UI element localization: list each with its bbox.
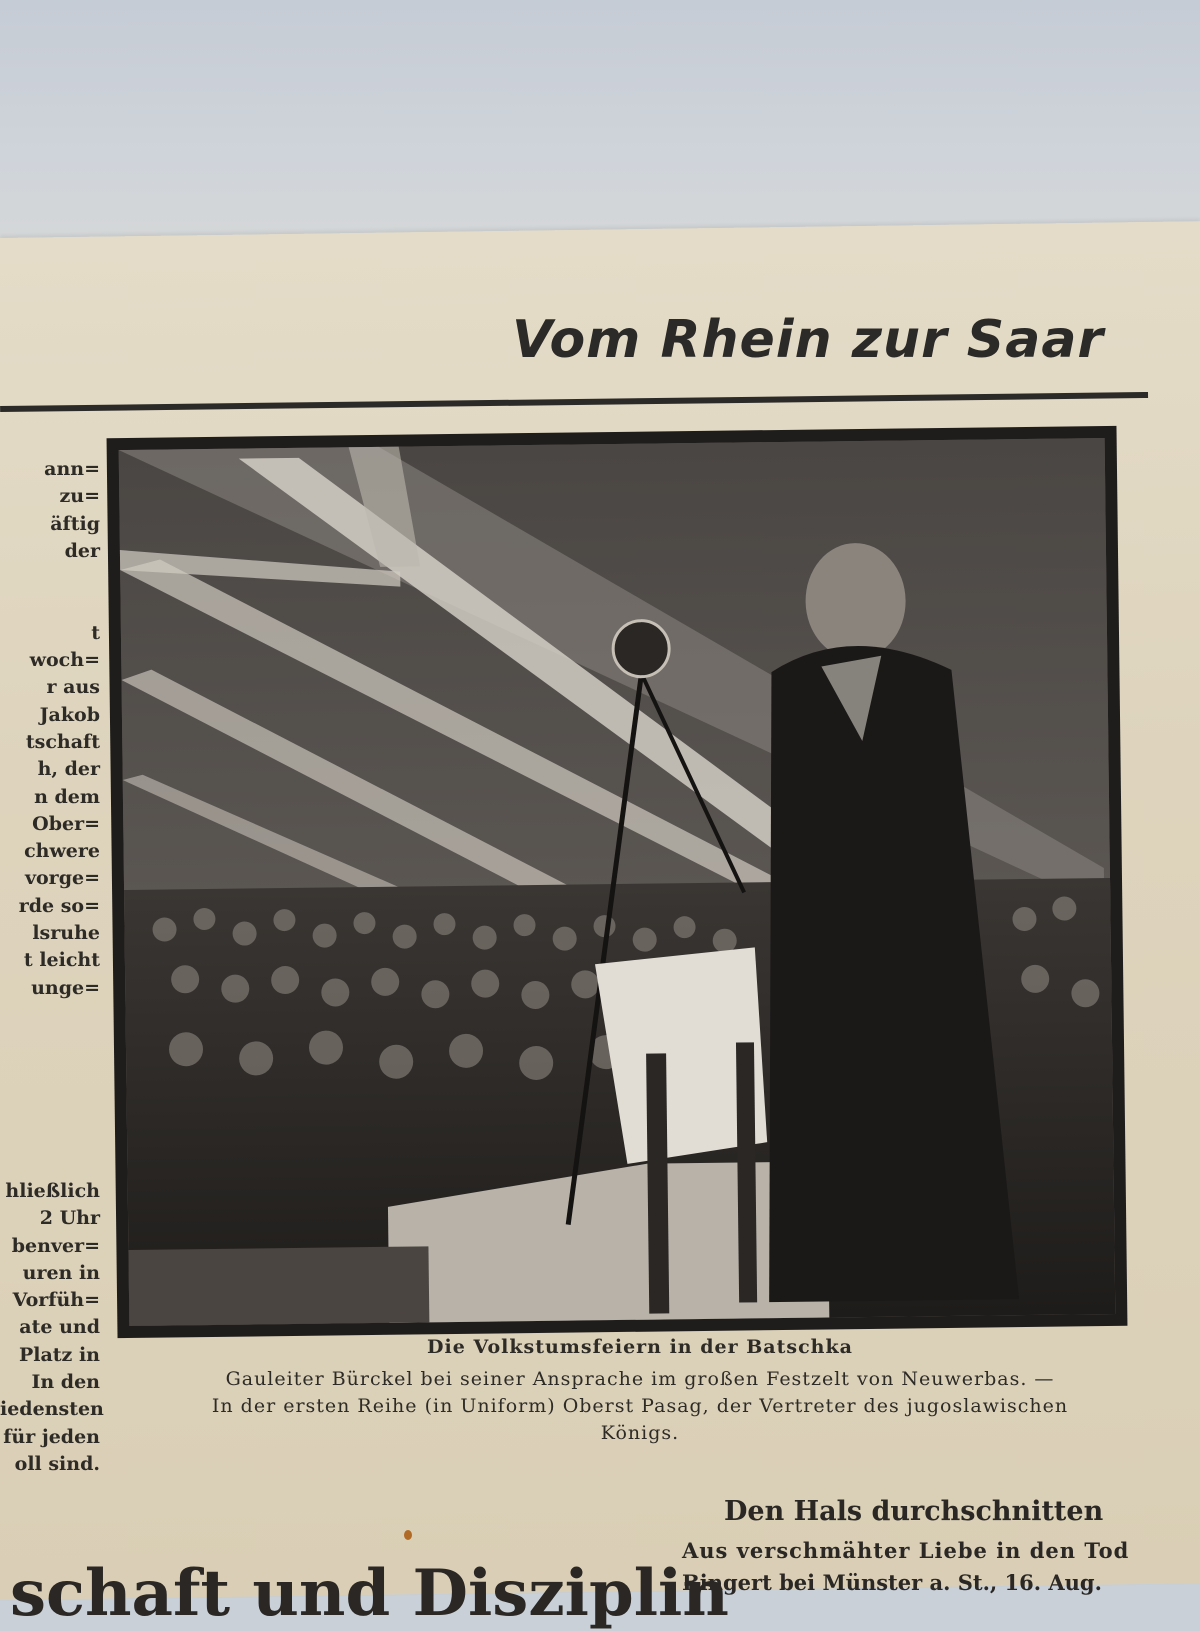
column-text-line: hließlich [5,1180,100,1202]
article-headline: Den Hals durchschnitten [724,1496,1104,1527]
column-text-line: h, der [37,758,100,781]
column-text-line: Platz in [18,1343,100,1366]
ink-spot [404,1530,412,1540]
column-text-line: woch= [29,649,100,672]
column-text-line: lsruhe [32,922,100,945]
photo-frame [107,426,1128,1338]
column-text-line [0,565,100,592]
column-text-line: t [91,621,100,644]
column-text-line: ann= [44,458,100,480]
column-text-line: In den [31,1371,100,1394]
bottom-headline [10,1556,729,1631]
left-column-lower [0,1178,104,1478]
column-text-line: Jakob [39,703,100,726]
column-text-line: tschaft [25,730,100,753]
article-dateline: Bingert bei Münster a. St., 16. Aug. [682,1570,1102,1595]
column-text-line: iedensten [0,1398,104,1421]
column-text-line: der [64,539,100,562]
column-text-line: unge= [31,976,100,999]
column-text-line: oll sind. [14,1452,100,1475]
column-text-line: t leicht [23,949,100,972]
column-text-line: vorge= [24,867,100,890]
column-text-line: uren in [22,1261,100,1284]
section-title: Vom Rhein zur Saar [512,310,1105,370]
article-subhead: Aus verschmähter Liebe in den Tod [682,1538,1130,1563]
column-text-line: benver= [11,1234,100,1257]
column-text-line: ate und [19,1316,100,1339]
speaker-at-microphone-photo [119,438,1116,1326]
photo-illustration [119,438,1116,1326]
column-text-line: für jeden [3,1425,100,1448]
column-text-line: 2 Uhr [39,1207,100,1230]
column-text-line: Ober= [32,812,100,835]
background-wall [0,0,1200,260]
caption-line-1: Gauleiter Bürckel bei seiner Ansprache im großen Festzelt von Neuwerbas. — [225,1368,1055,1390]
caption-title: Die Volkstumsfeiern in der Batschka [427,1336,853,1358]
bottom-headline-text: schaft und Disziplin [10,1556,729,1631]
photo-caption [140,1336,1140,1447]
caption-line-2: In der ersten Reihe (in Uniform) Oberst Pasag, der Vertreter des jugoslawischen [211,1395,1069,1417]
column-text-line: n dem [34,785,100,808]
column-text-line: r aus [46,676,100,699]
column-text-line: chwere [24,840,100,863]
column-text-line: rde so= [18,894,100,917]
left-column-upper [0,456,100,1002]
column-text-line: Vorfüh= [12,1289,100,1312]
column-text-line [0,592,100,619]
column-text-line: äftig [50,512,100,535]
caption-line-3: Königs. [600,1422,680,1444]
column-text-line: zu= [59,485,100,508]
